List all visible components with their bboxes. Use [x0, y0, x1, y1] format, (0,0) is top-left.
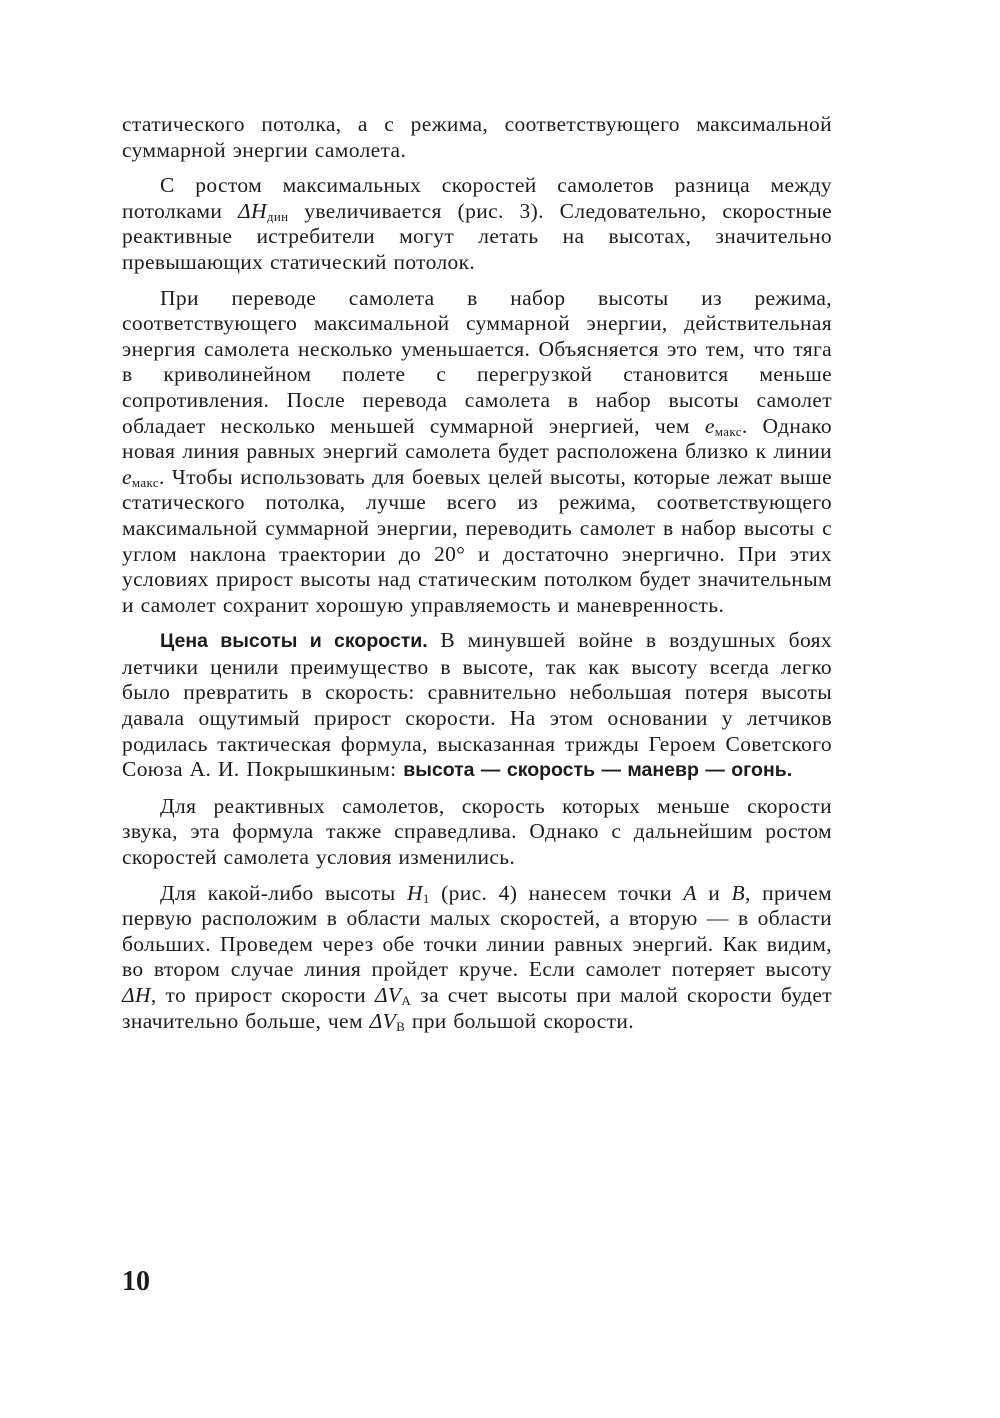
- paragraph-6-text-a: Для какой-либо высоты: [160, 880, 407, 905]
- paragraph-2-text-b: увеличивается (рис. 3). Следовательно, скоростные реактивные истребители могут летать на высотах, значительно превышающих статический потолок.: [122, 198, 832, 274]
- paragraph-6-text-d: , причем первую расположим в области малых скоростей, а вторую — в области больших. Проведем через обе точки линии равных энергий. Как видим, во втором случае линия пройдет круче. Если самолет потеряет высоту: [122, 880, 832, 982]
- paragraph-5: [122, 794, 832, 871]
- delta-vb-subscript: B: [396, 1018, 406, 1034]
- paragraph-3-text-a: При переводе самолета в набор высоты из режима, соответствующего максимальной суммарной энергии, действительная энергия самолета несколько уменьшается. Объясняется это тем, что тяга в криволинейном полете с перегрузкой становится меньше сопротивления. После перевода самолета в набор высоты самолет обладает несколько меньшей суммарной энергией, чем: [122, 285, 832, 438]
- paragraph-1: [122, 112, 832, 163]
- page-number: 10: [122, 1266, 150, 1297]
- paragraph-6-text-b: (рис. 4) нанесем точки: [429, 880, 684, 905]
- e-max-symbol-1: e: [704, 413, 715, 438]
- paragraph-2: [122, 173, 832, 275]
- delta-va-subscript: A: [401, 993, 412, 1008]
- paragraph-6: [122, 881, 832, 1035]
- delta-va-symbol: ΔV: [374, 983, 402, 1007]
- delta-vb-symbol: ΔV: [369, 1008, 397, 1033]
- paragraph-6-text-e: , то прирост скорости: [150, 983, 375, 1007]
- paragraph-4: [122, 628, 832, 784]
- point-a-symbol: A: [683, 880, 697, 905]
- section-heading: Цена высоты и скорости.: [160, 630, 428, 653]
- paragraph-2-text-a: С ростом максимальных скоростей самолетов разница между потолками: [122, 173, 832, 223]
- page-body: [122, 112, 832, 1044]
- point-b-symbol: B: [731, 880, 746, 905]
- paragraph-6-text-c: и: [696, 880, 732, 905]
- h1-symbol: H: [406, 880, 423, 905]
- paragraph-3-text-b: . Однако новая линия равных энергий самолета будет расположена близко к линии: [122, 413, 832, 464]
- paragraph-5-text: Для реактивных самолетов, скорость которых меньше скорости звука, эта формула также справедлива. Однако с дальнейшим ростом скоростей самолета условия изменились.: [122, 793, 832, 870]
- paragraph-3: [122, 286, 832, 619]
- tactical-formula: высота — скорость — маневр — огонь.: [403, 759, 793, 782]
- paragraph-6-text-f: за счет высоты при малой скорости будет значительно больше, чем: [122, 983, 832, 1033]
- h1-subscript: 1: [422, 890, 430, 906]
- e-max-symbol-2: e: [122, 464, 132, 489]
- paragraph-3-text-c: . Чтобы использовать для боевых целей высоты, которые лежат выше статического потолка, лучше всего из режима, соответствующего максимальной суммарной энергии, переводить самолет в набор высоты с углом наклона траектории до 20° и достаточно энергично. При этих условиях прирост высоты над статическим потолком будет значительным и самолет сохранит хорошую управляемость и маневренность.: [122, 464, 832, 617]
- delta-h-din-symbol: ΔH: [238, 198, 267, 223]
- paragraph-4-text: В минувшей войне в воздушных боях летчики ценили преимущество в высоте, так как высоту всегда легко было превратить в скорость: сравнительно небольшая потеря высоты давала ощутимый прирост скорости. На этом основании у летчиков родилась тактическая формула, высказанная трижды Героем Советского Союза А. И. Покрышкиным:: [122, 628, 832, 782]
- delta-h-din-subscript: дин: [266, 208, 289, 224]
- paragraph-1-text: статического потолка, а с режима, соответствующего максимальной суммарной энергии самолета.: [122, 112, 832, 162]
- delta-h-symbol: ΔH: [122, 983, 151, 1007]
- paragraph-6-text-g: при большой скорости.: [405, 1008, 634, 1033]
- e-max-subscript-2: макс: [131, 474, 159, 490]
- e-max-subscript-1: макс: [714, 423, 742, 439]
